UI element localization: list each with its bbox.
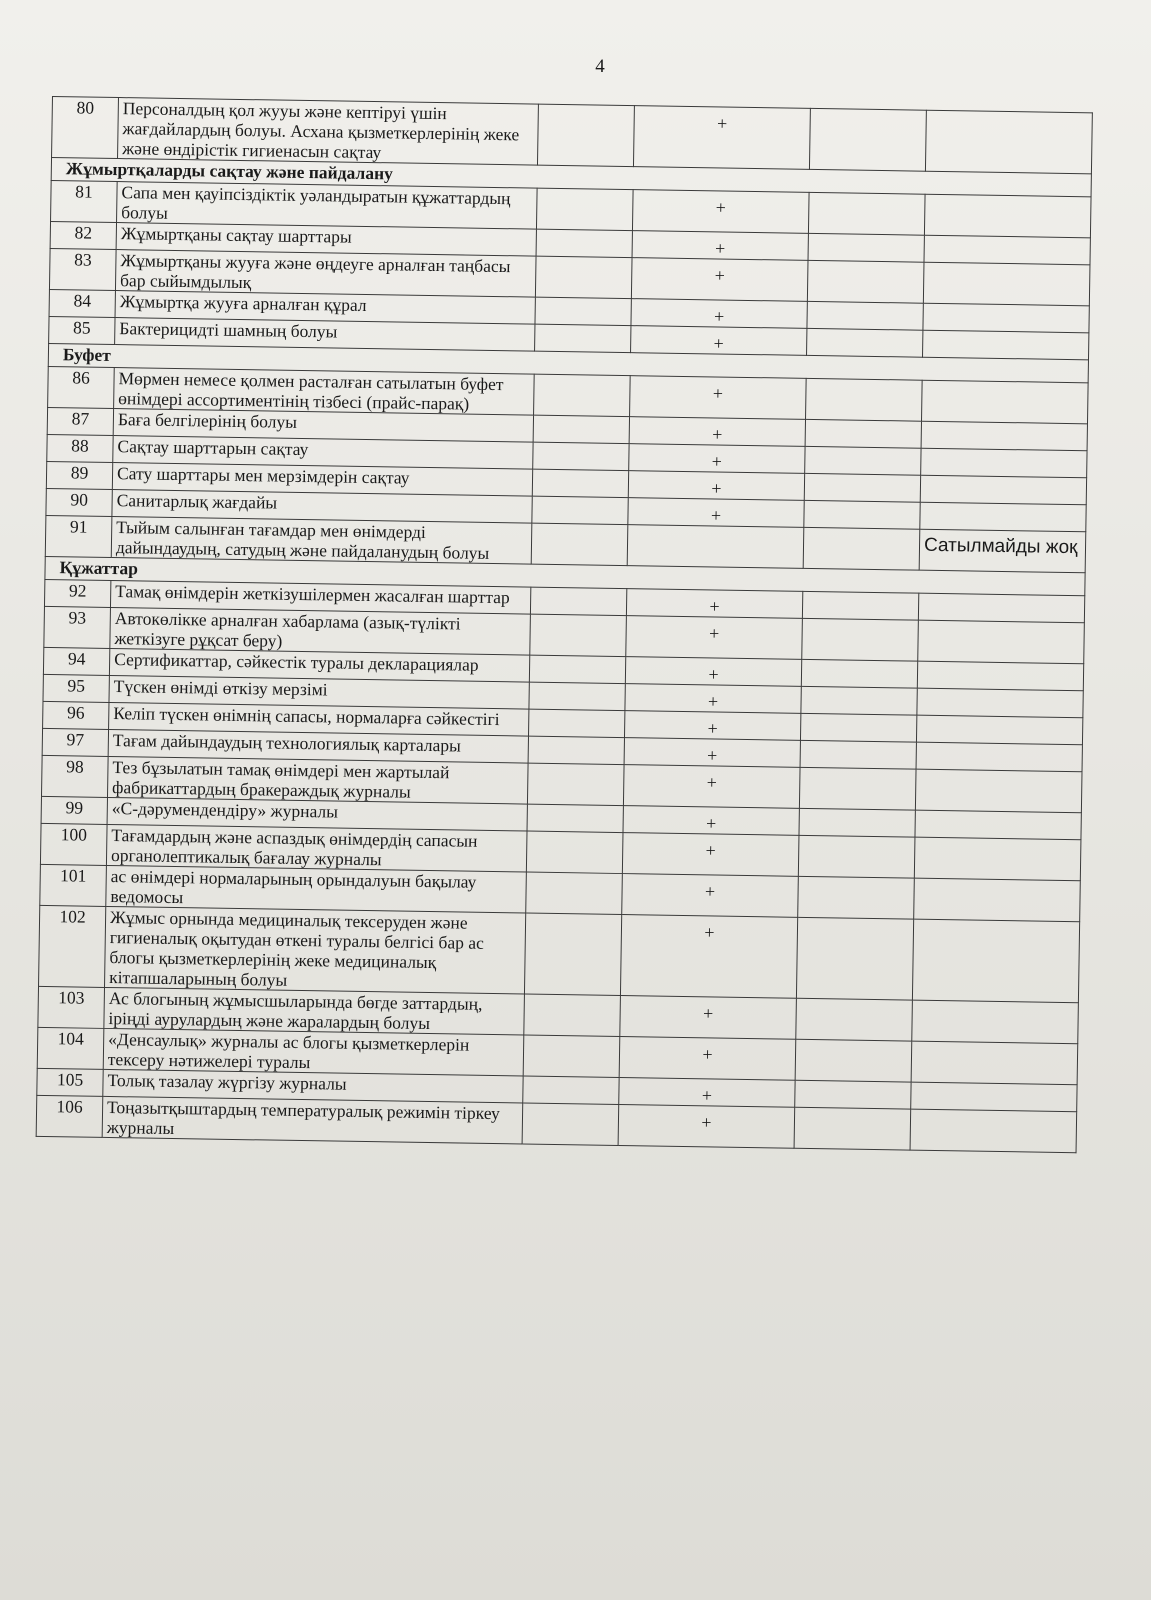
requirement-text: Сақтау шарттарын сақтау bbox=[113, 436, 533, 470]
row-number: 95 bbox=[43, 674, 109, 702]
blank-cell bbox=[526, 872, 623, 915]
row-number: 86 bbox=[48, 366, 115, 408]
blank-cell bbox=[527, 804, 623, 833]
blank-cell bbox=[530, 614, 627, 657]
compliance-mark: + bbox=[631, 326, 807, 356]
remark-cell bbox=[911, 1041, 1078, 1085]
row-number: 94 bbox=[43, 647, 109, 675]
blank-cell bbox=[528, 736, 624, 765]
remark-cell bbox=[921, 448, 1087, 478]
blank-cell bbox=[808, 192, 925, 235]
blank-cell bbox=[537, 104, 634, 167]
remark-cell bbox=[924, 194, 1091, 238]
remark-cell: Сатылмайды жоқ bbox=[919, 529, 1086, 573]
row-number: 98 bbox=[41, 755, 108, 797]
checklist-table-wrap bbox=[36, 96, 1092, 1153]
compliance-mark: + bbox=[628, 498, 804, 528]
requirement-text: Тағамдардың және аспаздық өнімдердің сапасын органолептикалық бағалау журналы bbox=[106, 824, 527, 872]
row-number: 96 bbox=[43, 701, 109, 729]
blank-cell bbox=[800, 740, 916, 769]
blank-cell bbox=[808, 233, 924, 262]
blank-cell bbox=[523, 1035, 620, 1078]
requirement-text: Тамақ өнімдерін жеткізушілермен жасалған шарттар bbox=[110, 580, 530, 614]
row-number: 85 bbox=[49, 316, 115, 344]
requirement-text: Баға белгілерінің болуы bbox=[113, 409, 533, 443]
blank-cell bbox=[798, 835, 915, 878]
row-number: 105 bbox=[37, 1068, 103, 1096]
blank-cell bbox=[794, 1107, 911, 1150]
requirement-text: ас өнімдері нормаларының орындалуын бақылау ведомосы bbox=[106, 865, 527, 913]
row-number: 82 bbox=[50, 221, 116, 249]
requirement-text: «С-дәрумендендіру» журналы bbox=[107, 797, 527, 831]
remark-cell bbox=[924, 235, 1090, 265]
section-title: Құжаттар bbox=[45, 556, 1085, 595]
row-number: 83 bbox=[49, 248, 116, 290]
compliance-mark: + bbox=[625, 684, 801, 714]
blank-cell bbox=[529, 709, 625, 738]
requirement-text: Автокөлікке арналған хабарлама (азық-түлікті жеткізуге рұқсат беру) bbox=[110, 607, 531, 655]
row-number: 97 bbox=[42, 728, 108, 756]
requirement-text: Тағам дайындаудың технологиялық карталары bbox=[108, 729, 528, 763]
remark-cell bbox=[923, 303, 1089, 333]
compliance-mark: + bbox=[620, 915, 797, 999]
blank-cell bbox=[800, 713, 916, 742]
blank-cell bbox=[795, 1080, 911, 1109]
remark-cell bbox=[912, 919, 1079, 1003]
row-number: 93 bbox=[44, 606, 111, 648]
compliance-mark: + bbox=[632, 231, 808, 261]
remark-cell bbox=[918, 620, 1085, 664]
requirement-text: Жұмыртқаны сақтау шарттары bbox=[116, 223, 536, 257]
compliance-mark: + bbox=[622, 833, 799, 877]
blank-cell bbox=[529, 682, 625, 711]
section-title: Буфет bbox=[48, 343, 1088, 382]
requirement-text: Толық тазалау жүргізу журналы bbox=[103, 1069, 523, 1103]
blank-cell bbox=[799, 767, 916, 810]
remark-cell bbox=[914, 878, 1081, 922]
blank-cell bbox=[532, 496, 628, 525]
remark-cell bbox=[914, 837, 1081, 881]
blank-cell bbox=[801, 686, 917, 715]
compliance-mark: + bbox=[624, 738, 800, 768]
remark-cell bbox=[920, 475, 1086, 505]
remark-cell bbox=[925, 110, 1092, 174]
compliance-mark: + bbox=[623, 765, 800, 809]
row-number: 106 bbox=[36, 1095, 103, 1137]
requirement-text: Жұмыртқаны жууға және өңдеуге арналған таңбасы бар сыйымдылық bbox=[115, 250, 536, 298]
row-number: 89 bbox=[46, 461, 112, 489]
blank-cell bbox=[530, 587, 626, 616]
remark-cell bbox=[910, 1109, 1077, 1153]
compliance-mark: + bbox=[625, 657, 801, 687]
blank-cell bbox=[805, 446, 921, 475]
blank-cell bbox=[532, 469, 628, 498]
blank-cell bbox=[801, 659, 917, 688]
blank-cell bbox=[526, 831, 623, 874]
blank-cell bbox=[802, 591, 918, 620]
checklist-table bbox=[36, 96, 1093, 1153]
blank-cell bbox=[527, 763, 624, 806]
blank-cell bbox=[798, 876, 915, 919]
requirement-text: Санитарлық жағдайы bbox=[112, 489, 532, 523]
remark-cell bbox=[923, 262, 1090, 306]
row-number: 92 bbox=[44, 579, 110, 607]
blank-cell bbox=[807, 328, 923, 357]
row-number: 102 bbox=[39, 905, 106, 987]
blank-cell bbox=[799, 808, 915, 837]
requirement-text: Сату шарттары мен мерзімдерін сақтау bbox=[112, 462, 532, 496]
row-number: 99 bbox=[41, 796, 107, 824]
compliance-mark: + bbox=[626, 616, 803, 660]
compliance-mark bbox=[627, 525, 804, 569]
blank-cell bbox=[531, 523, 628, 566]
compliance-mark: + bbox=[631, 299, 807, 329]
page-number: 4 bbox=[595, 56, 605, 77]
compliance-mark: + bbox=[618, 1105, 795, 1149]
section-title: Жұмыртқаларды сақтау және пайдалану bbox=[51, 158, 1091, 197]
row-number: 91 bbox=[45, 515, 112, 557]
remark-cell bbox=[920, 502, 1086, 532]
row-number: 103 bbox=[38, 986, 105, 1028]
blank-cell bbox=[803, 527, 920, 570]
remark-cell bbox=[916, 742, 1082, 772]
requirement-text: Тыйым салынған тағамдар мен өнімдерді дайындаудың, сатудың және пайдаланудың болуы bbox=[111, 516, 532, 564]
requirement-text: Ас блогының жұмысшыларында бөгде заттардың, іріңді аурулардың және жаралардың болуы bbox=[104, 987, 525, 1035]
compliance-mark: + bbox=[622, 874, 799, 918]
requirement-text: Келіп түскен өнімнің сапасы, нормаларға сәйкестігі bbox=[109, 702, 529, 736]
row-number: 80 bbox=[52, 97, 119, 159]
blank-cell bbox=[524, 994, 621, 1037]
blank-cell bbox=[536, 188, 633, 231]
compliance-mark: + bbox=[619, 1078, 795, 1108]
blank-cell bbox=[536, 229, 632, 258]
requirement-text: Тез бұзылатын тамақ өнімдері мен жартылай фабрикаттардың бракераждық журналы bbox=[107, 756, 528, 804]
compliance-mark: + bbox=[626, 589, 802, 619]
blank-cell bbox=[535, 256, 632, 299]
blank-cell bbox=[795, 1039, 912, 1082]
row-number: 81 bbox=[51, 180, 118, 222]
remark-cell bbox=[923, 330, 1089, 360]
blank-cell bbox=[806, 378, 923, 421]
blank-cell bbox=[805, 419, 921, 448]
blank-cell bbox=[807, 260, 924, 303]
requirement-text: «Денсаулық» журналы ас блогы қызметкерлерін тексеру нәтижелері туралы bbox=[103, 1028, 524, 1076]
requirement-text: Тоңазытқыштардың температуралық режимін тіркеу журналы bbox=[102, 1096, 523, 1144]
blank-cell bbox=[522, 1103, 619, 1146]
remark-cell bbox=[918, 593, 1084, 623]
blank-cell bbox=[804, 473, 920, 502]
row-number: 84 bbox=[49, 289, 115, 317]
remark-cell bbox=[917, 688, 1083, 718]
table-row bbox=[39, 905, 1080, 1002]
blank-cell bbox=[524, 913, 621, 995]
compliance-mark: + bbox=[629, 417, 805, 447]
compliance-mark: + bbox=[629, 444, 805, 474]
row-number: 90 bbox=[46, 488, 112, 516]
row-number: 100 bbox=[40, 823, 107, 865]
remark-cell bbox=[917, 661, 1083, 691]
compliance-mark: + bbox=[624, 711, 800, 741]
requirement-text: Сертификаттар, сәйкестік туралы декларациялар bbox=[109, 648, 529, 682]
blank-cell bbox=[523, 1076, 619, 1105]
blank-cell bbox=[807, 301, 923, 330]
blank-cell bbox=[534, 374, 631, 417]
blank-cell bbox=[796, 917, 913, 1000]
checklist-table-body bbox=[36, 97, 1092, 1153]
compliance-mark: + bbox=[620, 996, 797, 1040]
blank-cell bbox=[535, 324, 631, 353]
compliance-mark: + bbox=[631, 258, 808, 302]
requirement-text: Жұмыс орнында медициналық тексеруден және гигиеналық оқытудан өткені туралы белгісі бар ас блогы қызметкерлерінің жеке медициналық кітапшаларының болуы bbox=[105, 906, 526, 994]
compliance-mark: + bbox=[632, 190, 809, 234]
blank-cell bbox=[809, 108, 926, 171]
blank-cell bbox=[802, 618, 919, 661]
compliance-mark: + bbox=[628, 471, 804, 501]
row-number: 101 bbox=[40, 864, 107, 906]
remark-cell bbox=[915, 769, 1082, 813]
row-number: 88 bbox=[47, 434, 113, 462]
blank-cell bbox=[796, 998, 913, 1041]
remark-cell bbox=[921, 380, 1088, 424]
blank-cell bbox=[533, 442, 629, 471]
row-number: 104 bbox=[37, 1027, 104, 1069]
requirement-text: Түскен өнімді өткізу мерзімі bbox=[109, 675, 529, 709]
requirement-text: Жұмыртқа жууға арналған құрал bbox=[115, 291, 535, 325]
blank-cell bbox=[804, 500, 920, 529]
compliance-mark: + bbox=[630, 376, 807, 420]
requirement-text: Бактерицидті шамның болуы bbox=[115, 318, 535, 352]
compliance-mark: + bbox=[623, 806, 799, 836]
remark-cell bbox=[911, 1082, 1077, 1112]
requirement-text: Сапа мен қауіпсіздіктік уәландыратын құжаттардың болуы bbox=[117, 182, 538, 230]
compliance-mark: + bbox=[633, 106, 810, 170]
blank-cell bbox=[535, 297, 631, 326]
remark-cell bbox=[921, 421, 1087, 451]
compliance-mark: + bbox=[619, 1037, 796, 1081]
remark-cell bbox=[916, 715, 1082, 745]
requirement-text: Мөрмен немесе қолмен расталған сатылатын буфет өнімдері ассортиментінің тізбесі (прайс-парақ) bbox=[114, 368, 535, 416]
requirement-text: Персоналдың қол жууы және кептіруі үшін жағдайлардың болуы. Асхана қызметкерлерінің жеке және өндірістік гигиенасын сақтау bbox=[118, 98, 539, 166]
row-number: 87 bbox=[47, 407, 113, 435]
blank-cell bbox=[529, 655, 625, 684]
remark-cell bbox=[912, 1000, 1079, 1044]
remark-cell bbox=[915, 810, 1081, 840]
blank-cell bbox=[533, 415, 629, 444]
